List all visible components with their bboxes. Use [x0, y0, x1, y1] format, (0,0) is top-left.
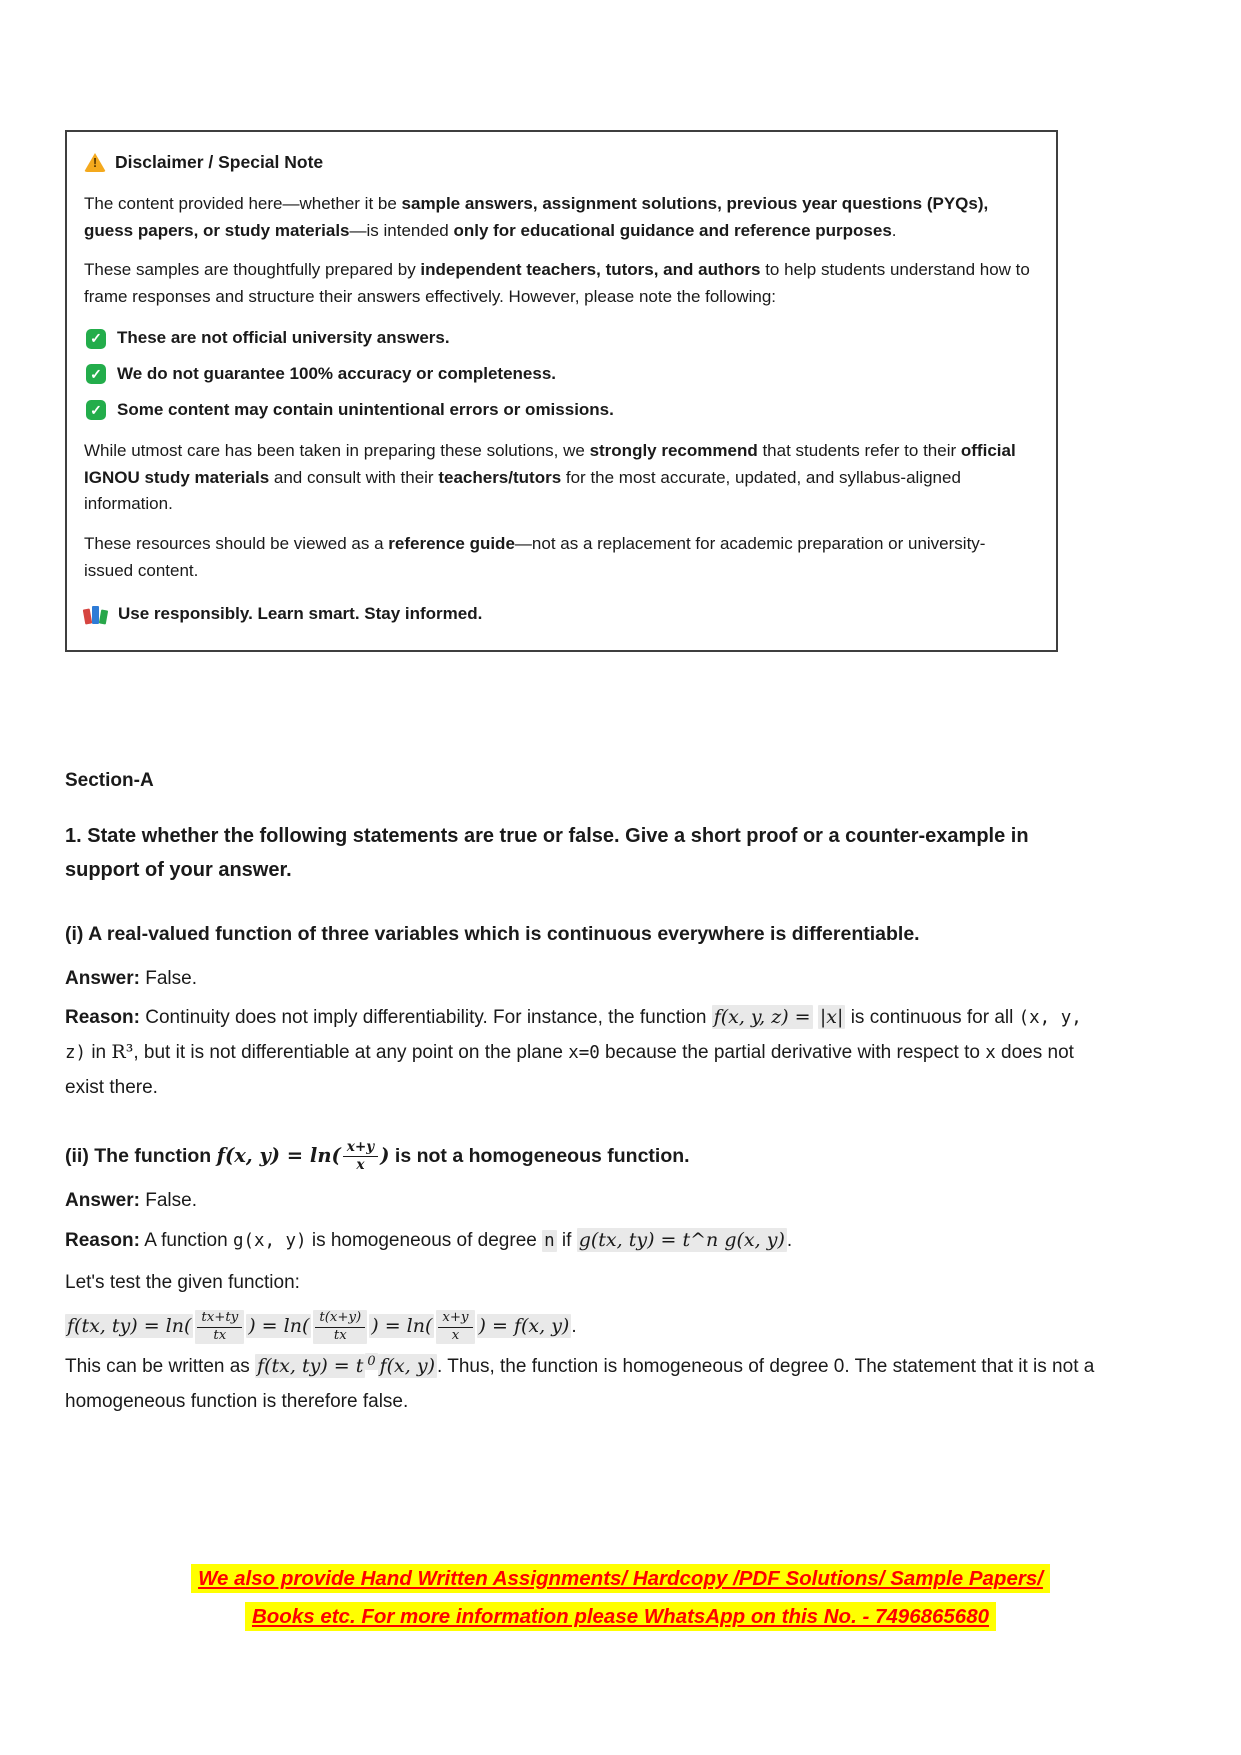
- text-run: (ii) The function: [65, 1145, 217, 1168]
- styled-text-run: x=0: [568, 1043, 600, 1064]
- question-1-heading: 1. State whether the following statements are true or false. Give a short proof or a counter-example in support of your answer.: [65, 824, 1029, 882]
- text-run: if: [556, 1229, 577, 1251]
- styled-text-run: f(x, y, z) =: [713, 1005, 811, 1028]
- statement-ii: [65, 1139, 1095, 1173]
- text-run: to help students understand how to frame responses and structure their answers effectively. However, please note the following:: [84, 260, 1030, 307]
- promo-banner: [0, 1561, 1241, 1635]
- text-run: These samples are thoughtfully prepared by: [84, 260, 421, 280]
- checklist-item: [86, 397, 1032, 424]
- styled-text-run: g(x, y): [232, 1230, 307, 1251]
- text-run: for the most accurate, updated, and syllabus-aligned information.: [84, 467, 961, 514]
- text-run: Reason:: [65, 1006, 140, 1028]
- disclaimer-paragraph-4: [84, 531, 1032, 585]
- text-run: that students refer to their: [757, 440, 961, 460]
- text-run: teachers/tutors: [438, 467, 562, 487]
- books-icon: [84, 605, 107, 624]
- disclaimer-box: [65, 130, 1058, 652]
- text-run: .: [571, 1315, 577, 1337]
- text-run: .: [891, 220, 897, 240]
- styled-text-run: x: [985, 1043, 996, 1064]
- disclaimer-footer-note: Use responsibly. Learn smart. Stay informed.: [118, 603, 483, 623]
- checklist-item-label: These are not official university answers.: [117, 328, 450, 348]
- text-run: in: [86, 1042, 112, 1064]
- books-icon-part: [99, 609, 108, 624]
- styled-text-run: ) = ln(: [248, 1314, 310, 1337]
- disclaimer-checklist: [86, 325, 1032, 424]
- answer-value: False.: [139, 967, 197, 989]
- checklist-item: [86, 361, 1032, 388]
- text-run: While utmost care has been taken in preparing these solutions, we: [84, 440, 590, 460]
- text-run: official IGNOU study materials: [84, 440, 1016, 487]
- check-icon: [86, 400, 106, 420]
- check-icon: [86, 329, 106, 349]
- styled-text-run: f(x, y): [379, 1355, 435, 1378]
- styled-text-run: |x|: [819, 1005, 844, 1028]
- disclaimer-paragraph-1: [84, 191, 1032, 245]
- text-run: and consult with their: [269, 467, 439, 487]
- disclaimer-title: Disclaimer / Special Note: [115, 152, 324, 172]
- disclaimer-paragraph-2: [84, 257, 1032, 311]
- reason-ii: [65, 1223, 1110, 1258]
- styled-text-run: f(x, y) = ln(: [216, 1144, 341, 1168]
- styled-text-run: 0: [367, 1353, 376, 1369]
- fraction: $\frac{x+y}{x}$: [343, 1140, 379, 1173]
- answer-value: False.: [139, 1190, 197, 1212]
- checklist-item: [86, 325, 1032, 352]
- conclusion-paragraph: [65, 1349, 1110, 1419]
- text-run: because the partial derivative with respect to: [599, 1042, 986, 1064]
- text-run: Continuity does not imply differentiability. For instance, the function: [139, 1006, 712, 1028]
- styled-text-run: n: [544, 1230, 555, 1251]
- main-content: [65, 770, 1166, 1419]
- answer-ii: [65, 1184, 1166, 1218]
- disclaimer-title-row: [84, 149, 1032, 177]
- text-run: —not as a replacement for academic preparation or university-issued content.: [84, 534, 986, 581]
- checklist-item-label: Some content may contain unintentional errors or omissions.: [117, 399, 614, 419]
- text-run: strongly recommend: [589, 440, 758, 460]
- text-run: only for educational guidance and reference purposes: [453, 220, 892, 240]
- styled-text-run: (x, y, z): [65, 1007, 1082, 1064]
- books-icon-part: [83, 608, 92, 624]
- text-run: A function: [139, 1229, 233, 1251]
- styled-text-run: f(tx, ty) = ln(: [67, 1314, 192, 1337]
- text-run: reference guide: [388, 534, 515, 554]
- fraction: $\frac{x+y}{x}$: [436, 1310, 474, 1344]
- text-run: , but it is not differentiable at any point on the plane: [133, 1042, 569, 1064]
- fraction: $\frac{tx+ty}{tx}$: [195, 1310, 244, 1344]
- promo-line-1: We also provide Hand Written Assignments/ Hardcopy /PDF Solutions/ Sample Papers/: [191, 1564, 1050, 1593]
- styled-text-run: ) = f(x, y): [478, 1314, 570, 1337]
- books-icon-part: [92, 606, 99, 624]
- text-run: —is intended: [349, 220, 454, 240]
- promo-row: [0, 1561, 1241, 1597]
- styled-text-run: f(tx, ty) = t: [257, 1355, 364, 1378]
- promo-row: [0, 1599, 1241, 1635]
- answer-label: Answer:: [65, 967, 140, 989]
- styled-text-run: R³: [111, 1041, 134, 1064]
- reason-i: [65, 1000, 1110, 1105]
- text-run: .: [786, 1229, 793, 1251]
- text-run: Reason:: [65, 1229, 140, 1251]
- text-run: independent teachers, tutors, and authors: [420, 260, 761, 280]
- answer-label: Answer:: [65, 1190, 140, 1212]
- text-run: does not exist there.: [65, 1042, 1074, 1099]
- text-run: These resources should be viewed as a: [84, 534, 389, 554]
- checklist-item-label: We do not guarantee 100% accuracy or completeness.: [117, 363, 557, 383]
- equation-line: [65, 1308, 1166, 1345]
- styled-text-run: g(tx, ty) = t^n g(x, y): [578, 1228, 785, 1251]
- answer-i: [65, 962, 1166, 996]
- text-run: is not a homogeneous function.: [389, 1145, 690, 1168]
- text-run: . Thus, the function is homogeneous of degree 0. The statement that it is not a homogeneous function is therefore false.: [65, 1356, 1095, 1413]
- styled-text-run: ) = ln(: [371, 1314, 433, 1337]
- text-run: is homogeneous of degree: [306, 1229, 543, 1251]
- fraction: $\frac{t(x+y)}{tx}$: [313, 1310, 367, 1344]
- text-run: This can be written as: [65, 1356, 256, 1378]
- warning-icon: [84, 153, 106, 172]
- test-intro: Let's test the given function:: [65, 1271, 300, 1293]
- section-heading: Section-A: [65, 769, 154, 791]
- statement-i: (i) A real-valued function of three variables which is continuous everywhere is differentiable.: [65, 922, 920, 945]
- text-run: sample answers, assignment solutions, previous year questions (PYQs), guess papers, or study materials: [84, 193, 989, 240]
- promo-line-2: Books etc. For more information please WhatsApp on this No. - 7496865680: [245, 1602, 996, 1631]
- disclaimer-paragraph-3: [84, 438, 1032, 519]
- text-run: is continuous for all: [845, 1006, 1019, 1028]
- check-icon: [86, 364, 106, 384]
- styled-text-run: ): [380, 1144, 390, 1168]
- disclaimer-footer-row: [84, 601, 1032, 628]
- text-run: The content provided here—whether it be: [84, 193, 402, 213]
